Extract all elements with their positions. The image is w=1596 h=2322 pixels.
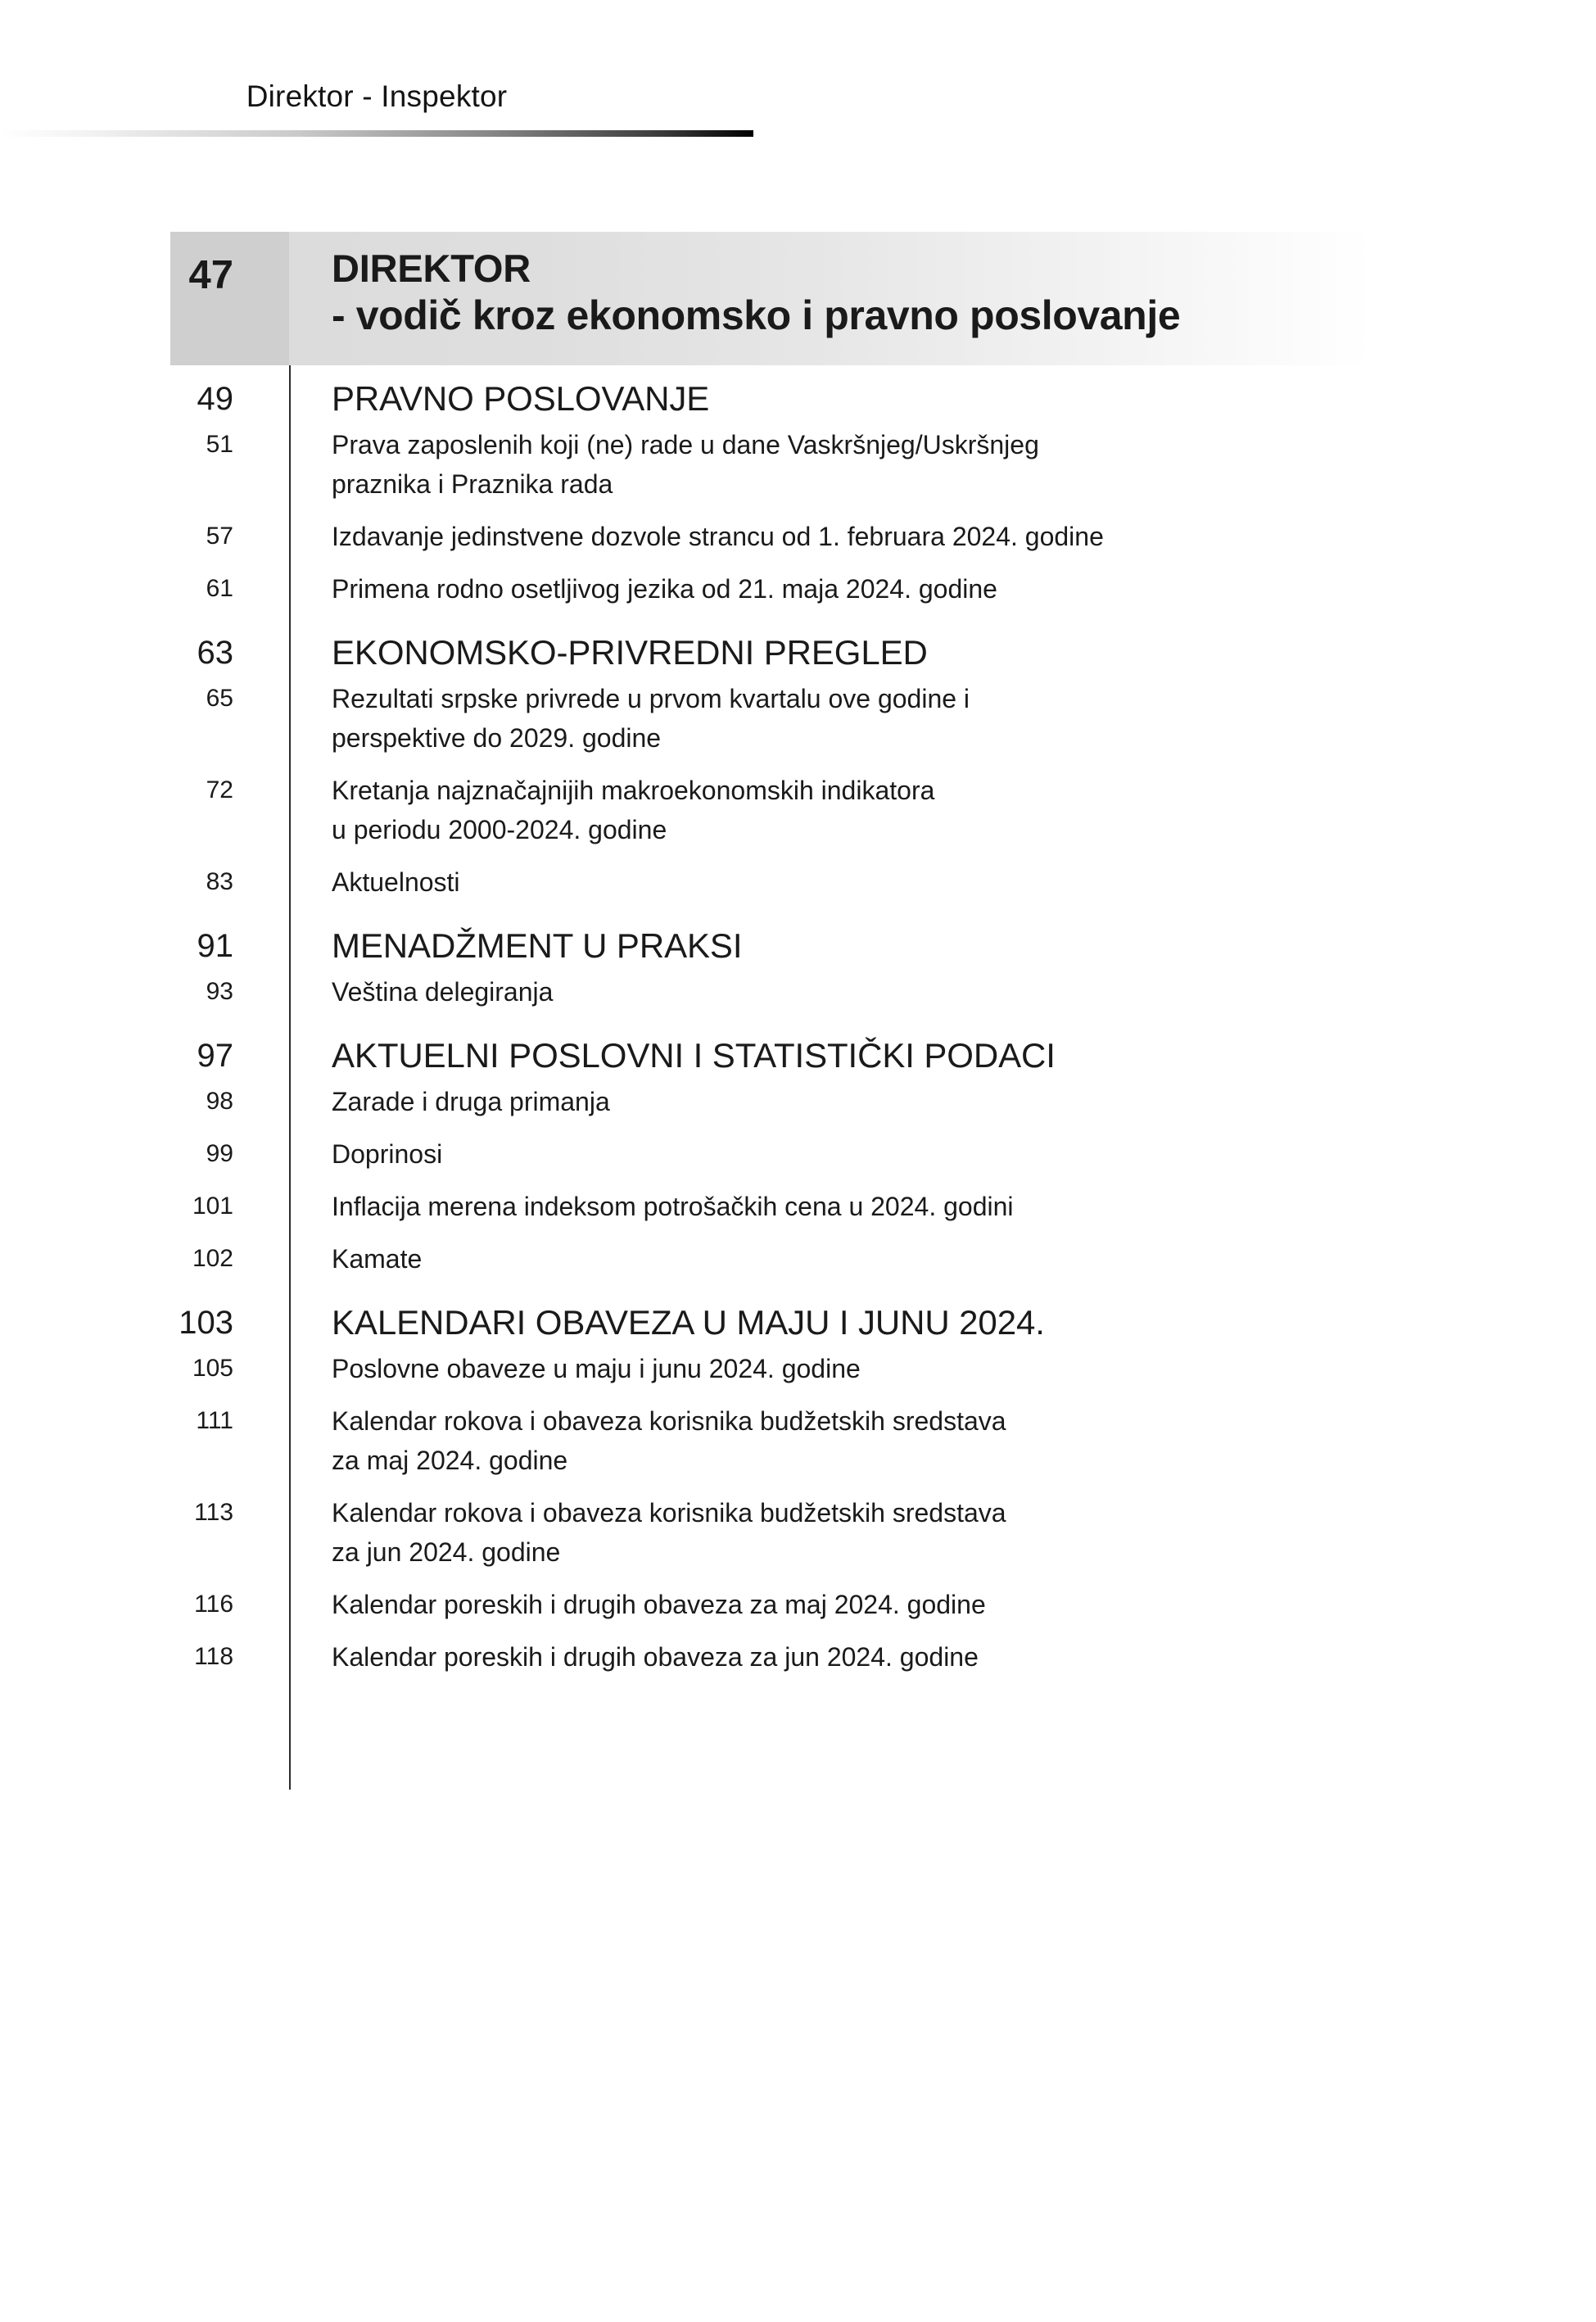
toc-entry-page-number: 61: [206, 575, 233, 602]
toc-entry-title: Prava zaposlenih koji (ne) rade u dane Vaskršnjeg/Uskršnjeg praznika i Praznika rada: [332, 430, 1039, 499]
running-header: [0, 72, 753, 121]
header-gradient-rule: [0, 130, 753, 137]
toc-entry-title: Kamate: [332, 1244, 423, 1274]
toc-section-row[interactable]: [170, 1301, 1497, 1344]
toc-entry-row[interactable]: [170, 425, 1497, 504]
toc-entry-page-number: 83: [206, 868, 233, 895]
toc-entry-row[interactable]: [170, 1239, 1497, 1279]
toc-entry-title: Kalendar rokova i obaveza korisnika budžetskih sredstava za jun 2024. godine: [332, 1498, 1006, 1567]
toc-section-page-number: 91: [197, 928, 233, 964]
toc-entry-page-number: 102: [192, 1245, 233, 1272]
toc-section-page-number: 97: [197, 1038, 233, 1074]
toc-section-row[interactable]: [170, 378, 1497, 420]
toc-entry-row[interactable]: [170, 862, 1497, 902]
toc-entry-title: Primena rodno osetljivog jezika od 21. maja 2024. godine: [332, 574, 997, 604]
toc-entry-page-number: 118: [194, 1643, 233, 1670]
toc-section-row[interactable]: [170, 1034, 1497, 1077]
toc-entry-page-number: 105: [192, 1355, 233, 1382]
toc-entry-title: Doprinosi: [332, 1139, 443, 1169]
toc-entry-title: Izdavanje jedinstvene dozvole strancu od 1. februara 2024. godine: [332, 522, 1104, 551]
toc-entry-row[interactable]: [170, 1585, 1497, 1624]
toc-entry-page-number: 101: [192, 1193, 233, 1220]
toc-entry-row[interactable]: [170, 1082, 1497, 1121]
toc-entry-row[interactable]: [170, 1493, 1497, 1572]
toc-entry-page-number: 111: [196, 1407, 233, 1434]
toc-section-title: MENADŽMENT U PRAKSI: [332, 926, 743, 965]
running-header-title: Direktor - Inspektor: [246, 79, 508, 113]
toc-section-row[interactable]: [170, 925, 1497, 967]
toc-entry-title: Zarade i druga primanja: [332, 1087, 610, 1116]
toc-entry-row[interactable]: [170, 517, 1497, 556]
toc-entry-row[interactable]: [170, 569, 1497, 609]
toc-entry-title: Poslovne obaveze u maju i junu 2024. godine: [332, 1354, 861, 1383]
toc-entry-row[interactable]: [170, 1187, 1497, 1226]
toc-entry-page-number: 51: [206, 431, 233, 458]
toc-section-page-number: 63: [197, 635, 233, 671]
table-of-contents: [170, 232, 1497, 1677]
toc-title-page-number: 47: [188, 253, 233, 297]
toc-title-line-2: - vodič kroz ekonomsko i pravno poslovanje: [332, 292, 1181, 338]
toc-entry-page-number: 113: [194, 1499, 233, 1526]
toc-title-text: [289, 232, 1497, 339]
toc-section-title: AKTUELNI POSLOVNI I STATISTIČKI PODACI: [332, 1036, 1056, 1075]
toc-entry-page-number: 93: [206, 978, 233, 1005]
toc-entry-title: Veština delegiranja: [332, 977, 554, 1007]
toc-entry-row[interactable]: [170, 1637, 1497, 1677]
toc-entry-page-number: 116: [194, 1591, 233, 1618]
toc-title-block[interactable]: [170, 232, 1497, 365]
toc-entry-title: Kalendar rokova i obaveza korisnika budžetskih sredstava za maj 2024. godine: [332, 1406, 1006, 1475]
toc-entry-page-number: 99: [206, 1140, 233, 1167]
toc-entry-row[interactable]: [170, 972, 1497, 1012]
toc-entries-container: [170, 378, 1497, 1677]
toc-entry-page-number: 57: [206, 523, 233, 550]
toc-entry-page-number: 72: [206, 776, 233, 803]
toc-section-title: KALENDARI OBAVEZA U MAJU I JUNU 2024.: [332, 1303, 1045, 1342]
toc-entry-row[interactable]: [170, 1401, 1497, 1480]
toc-entry-row[interactable]: [170, 1349, 1497, 1388]
toc-section-row[interactable]: [170, 631, 1497, 674]
toc-entry-page-number: 65: [206, 685, 233, 712]
toc-entry-row[interactable]: [170, 771, 1497, 849]
toc-entry-row[interactable]: [170, 1134, 1497, 1174]
toc-entry-title: Kretanja najznačajnijih makroekonomskih indikatora u periodu 2000-2024. godine: [332, 776, 935, 844]
toc-entry-title: Kalendar poreskih i drugih obaveza za maj 2024. godine: [332, 1590, 986, 1619]
toc-entry-row[interactable]: [170, 679, 1497, 758]
toc-entry-page-number: 98: [206, 1088, 233, 1115]
toc-section-title: PRAVNO POSLOVANJE: [332, 379, 710, 418]
toc-title-line-1: DIREKTOR: [332, 247, 531, 290]
toc-section-title: EKONOMSKO-PRIVREDNI PREGLED: [332, 633, 928, 672]
toc-entry-title: Aktuelnosti: [332, 867, 460, 897]
toc-entry-title: Inflacija merena indeksom potrošačkih cena u 2024. godini: [332, 1192, 1014, 1221]
toc-section-page-number: 103: [179, 1305, 233, 1341]
toc-entry-title: Rezultati srpske privrede u prvom kvartalu ove godine i perspektive do 2029. godine: [332, 684, 970, 753]
toc-entry-title: Kalendar poreskih i drugih obaveza za jun 2024. godine: [332, 1642, 979, 1672]
toc-section-page-number: 49: [197, 381, 233, 417]
